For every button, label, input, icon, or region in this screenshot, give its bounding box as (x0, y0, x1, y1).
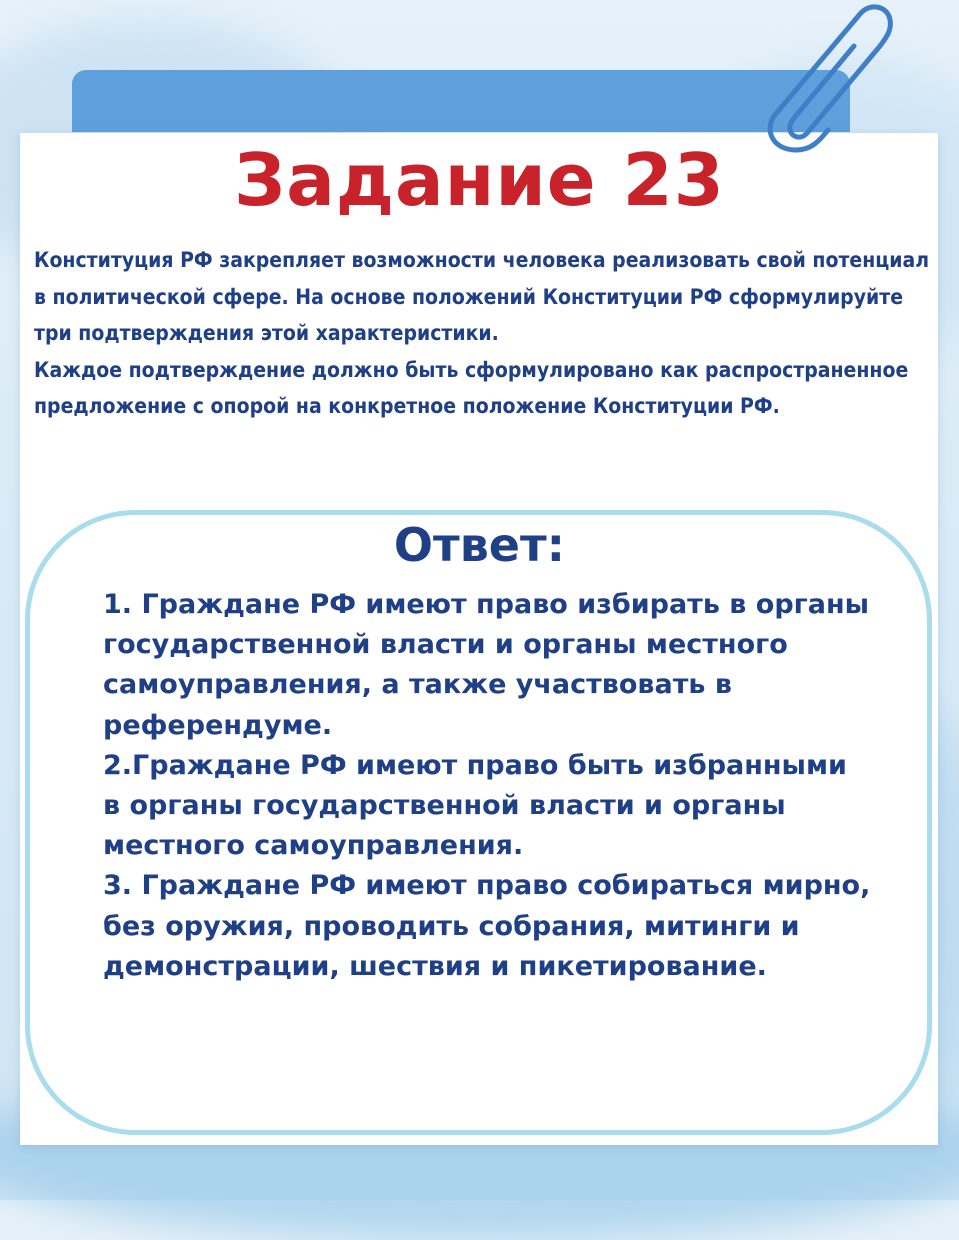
folder-tab (72, 70, 850, 132)
task-title: Задание 23 (234, 138, 725, 222)
answer-list (103, 585, 873, 987)
answer-item: 2.Граждане РФ имеют право быть избранными в органы государственной власти и органы местного самоуправления. (103, 749, 847, 862)
answer-item: 3. Граждане РФ имеют право собираться мирно, без оружия, проводить собрания, митинги и демонстрации, шествия и пикетирование. (103, 870, 871, 982)
task-requirement: Каждое подтверждение должно быть сформулировано как распространенное предложение с опорой на конкретное положение Конституции РФ. (34, 357, 909, 418)
task-text (34, 242, 934, 425)
answer-heading: Ответ: (393, 518, 566, 572)
answer-item: 1. Граждане РФ имеют право избирать в органы государственной власти и органы местного самоуправления, а также участвовать в референдуме. (103, 589, 870, 741)
task-prompt: Конституция РФ закрепляет возможности человека реализовать свой потенциал в политической сфере. На основе положений Конституции РФ сформулируйте три подтверждения этой характеристики. (34, 248, 930, 345)
